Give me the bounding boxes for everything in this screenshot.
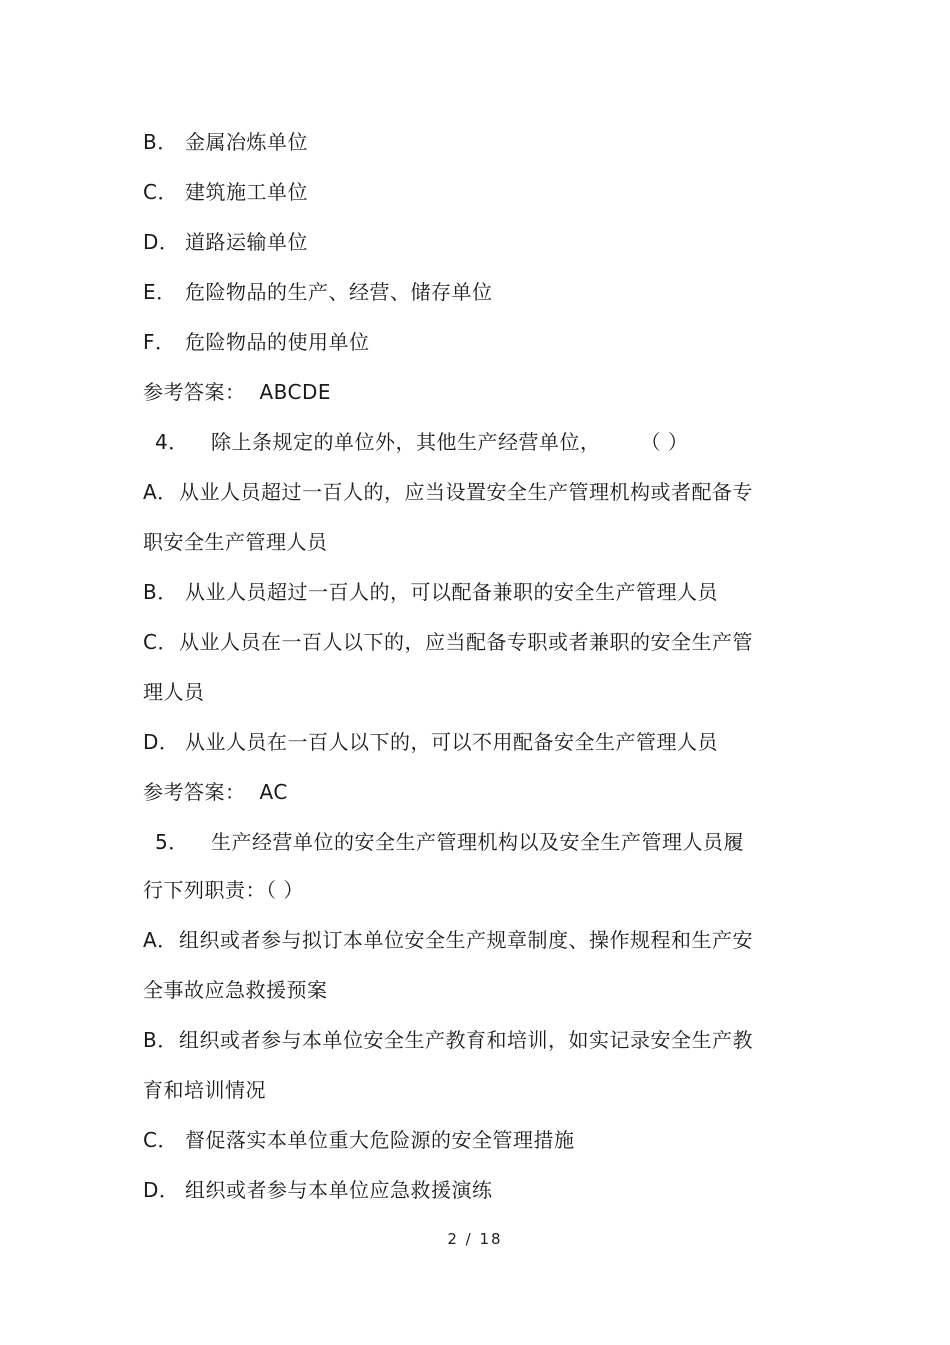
q5-option-b-continued	[143, 1076, 783, 1104]
option-b-metal-smelting	[143, 128, 783, 156]
option-label: C．	[143, 630, 178, 654]
question-number: 5．	[155, 830, 189, 854]
option-label: D．	[143, 230, 180, 254]
question-4	[143, 428, 783, 456]
option-label: A．	[143, 480, 178, 504]
option-text: 督促落实本单位重大危险源的安全管理措施	[185, 1128, 575, 1152]
option-label: C．	[143, 1128, 178, 1152]
option-text: 从业人员在一百人以下的，应当配备专职或者兼职的安全生产管	[179, 630, 753, 654]
option-label: B．	[143, 130, 178, 154]
q5-option-a	[143, 926, 783, 954]
option-f-hazardous-use	[143, 328, 783, 356]
option-label: F．	[143, 330, 176, 354]
option-text: 职安全生产管理人员	[143, 530, 328, 554]
q4-option-c	[143, 628, 783, 656]
option-label: B．	[143, 580, 178, 604]
q5-option-c	[143, 1126, 783, 1154]
option-text: 危险物品的使用单位	[185, 330, 370, 354]
q4-option-a	[143, 478, 783, 506]
question-text: 除上条规定的单位外，其他生产经营单位，	[211, 430, 601, 454]
q4-option-b	[143, 578, 783, 606]
option-label: A．	[143, 928, 178, 952]
option-label: D．	[143, 1178, 180, 1202]
question-5	[143, 828, 783, 856]
option-text: 从业人员超过一百人的，可以配备兼职的安全生产管理人员	[185, 580, 718, 604]
q5-option-d	[143, 1176, 783, 1204]
q5-option-b	[143, 1026, 783, 1054]
q4-option-a-continued	[143, 528, 783, 556]
option-text: 金属冶炼单位	[185, 130, 308, 154]
reference-answer-4	[143, 778, 783, 806]
question-text: 生产经营单位的安全生产管理机构以及安全生产管理人员履	[211, 830, 744, 854]
option-e-hazardous-production	[143, 278, 783, 306]
q4-option-c-continued	[143, 678, 783, 706]
option-d-road-transport	[143, 228, 783, 256]
answer-value: AC	[259, 780, 288, 804]
option-c-construction	[143, 178, 783, 206]
answer-value: ABCDE	[259, 380, 332, 404]
question-5-continued	[143, 876, 783, 904]
q5-option-a-continued	[143, 976, 783, 1004]
option-text: 全事故应急救援预案	[143, 978, 328, 1002]
answer-blank: （ ）	[640, 430, 689, 454]
option-text: 组织或者参与拟订本单位安全生产规章制度、操作规程和生产安	[179, 928, 753, 952]
option-text: 组织或者参与本单位应急救援演练	[185, 1178, 493, 1202]
option-text: 育和培训情况	[143, 1078, 266, 1102]
reference-answer-3	[143, 378, 783, 406]
option-label: D．	[143, 730, 180, 754]
option-label: E．	[143, 280, 177, 304]
option-label: B．	[143, 1028, 178, 1052]
option-text: 建筑施工单位	[185, 180, 308, 204]
option-text: 从业人员在一百人以下的，可以不用配备安全生产管理人员	[185, 730, 718, 754]
option-text: 从业人员超过一百人的，应当设置安全生产管理机构或者配备专	[179, 480, 753, 504]
answer-label: 参考答案：	[143, 380, 246, 404]
answer-label: 参考答案：	[143, 780, 246, 804]
option-text: 危险物品的生产、经营、储存单位	[185, 280, 493, 304]
option-text: 理人员	[143, 680, 205, 704]
option-label: C．	[143, 180, 178, 204]
q4-option-d	[143, 728, 783, 756]
option-text: 道路运输单位	[185, 230, 308, 254]
option-text: 组织或者参与本单位安全生产教育和培训，如实记录安全生产教	[179, 1028, 753, 1052]
page-number: 2 / 18	[447, 1230, 503, 1248]
question-number: 4．	[155, 430, 189, 454]
question-text: 行下列职责：（ ）	[143, 878, 304, 902]
